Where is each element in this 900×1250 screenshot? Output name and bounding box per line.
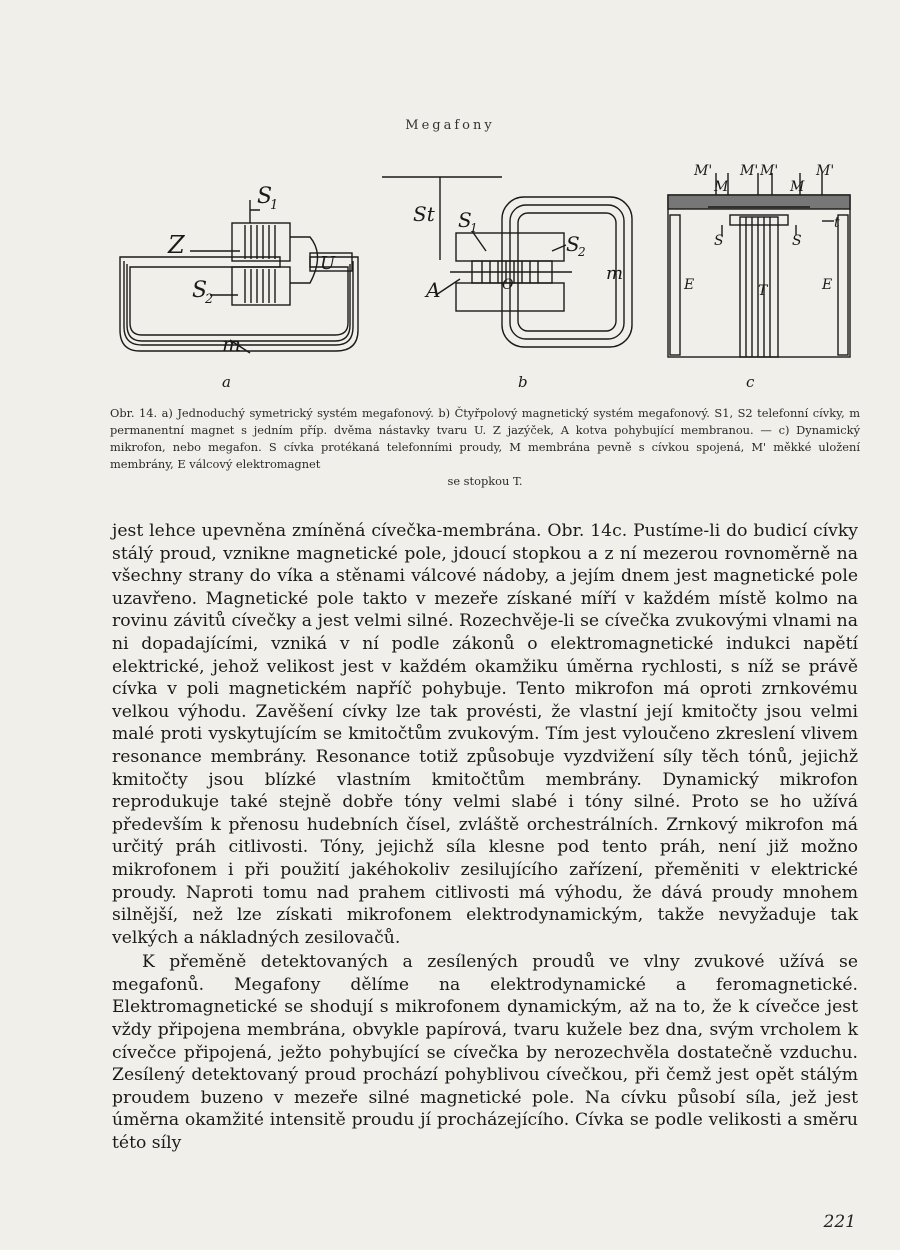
caption-line-5: se stopkou T. [447,474,523,488]
svg-text:St: St [413,202,435,226]
running-head: Megafony [405,118,495,133]
svg-text:S: S [792,233,802,249]
svg-text:S: S [458,208,472,232]
svg-text:M': M' [740,163,759,179]
svg-text:2: 2 [578,245,586,259]
svg-text:1: 1 [470,221,478,235]
svg-text:M': M' [816,163,835,179]
svg-text:A: A [426,278,441,302]
svg-text:T: T [758,283,768,299]
svg-text:1: 1 [270,198,279,213]
svg-text:M': M' [760,163,779,179]
svg-text:U: U [320,253,336,274]
caption-line-2: S1, S2 telefonní cívky, m permanentní magnet s jedním příp. dvěma nástavky tvaru U. Z jazýček, [110,406,861,437]
panel-a-diagram [120,200,358,353]
figure-caption [110,405,860,490]
paragraph-2: K přeměně detektovaných a zesílených proudů ve vlny zvukové užívá se megafonů. Megafony dělíme na elektrodynamické a feromagnetické. Elektromagnetické se shodují s mikrofonem dynamickým, až na to, že k cívečce jest vždy připojena membrána, obvykle papírová, tvaru kužele bez dna, svým vrcholem k cívečce připojená, ježto pohybující se cívečka by nerozechvěla dostatečně vzduchu. Zesílený detektovaný proud prochází pohyblivou cívečkou, při čemž jest opět stálým proudem buzeno v mezeře silné magnetické pole. Na cívku působí síla, jež jest úměrna okamžité intensitě proudu jí procházejícího. Cívka se podle velikosti a směru této síly [112,952,858,1154]
svg-text:S: S [714,233,724,249]
caption-line-3: A kotva pohybující membranou. — c) Dynamický mikrofon, nebo megafon. S cívka protékaná telefonními [110,423,861,454]
svg-text:E: E [684,277,695,293]
svg-text:c: c [746,373,755,391]
svg-text:m: m [606,263,624,284]
svg-text:O: O [502,277,514,293]
svg-text:M: M [790,179,805,195]
svg-text:S: S [192,278,208,303]
panel-c-diagram [668,173,850,357]
body-text [112,520,858,1155]
svg-text:E: E [822,277,833,293]
figure-14 [110,155,860,395]
svg-text:S: S [257,184,273,209]
svg-text:b: b [518,373,528,391]
svg-text:a: a [222,373,231,391]
svg-text:Z: Z [168,231,185,259]
svg-text:2: 2 [205,292,214,307]
svg-text:M': M' [694,163,713,179]
paragraph-1: jest lehce upevněna zmíněná cívečka-membrána. Obr. 14c. Pustíme-li do budicí cívky stálý proud, vznikne magnetické pole, jdoucí stopkou a z ní mezerou rovnoměrně na všechny strany do víka a stěnami válcové nádoby, a jejím dnem jest magnetické pole uzavřeno. Magnetické pole takto v mezeře získané míří v každém místě kolmo na rovinu závitů cívečky a jest velmi silné. Rozechvěje-li se cívečka zvukovými vlnami na ni dopadajícími, vzniká v ní podle zákonů o elektromagnetické indukci napětí elektrické, jehož velikost jest v každém okamžiku úměrna rychlosti, s níž se právě cívka v poli magnetickém napříč pohybuje. Tento mikrofon má oproti zrnkovému velkou výhodu. Zavěšení cívky lze tak provésti, že vlastní její kmitočty jsou velmi malé proti vyskytujícím se kmitočtům zvukovým. Tím jest vyloučeno zkreslení vlivem resonance membrány. Resonance totiž způsobuje vyzdvižení síly těch tónů, jejichž kmitočty jsou blízké vlastním kmitočtům membrány. Dynamický mikrofon reprodukuje také stejně dobře tóny velmi slabé i tóny silné. Proto se ho užívá především k přenosu hudebních čísel, zvláště orchestrálních. Zrnkový mikrofon má určitý práh citlivosti. Tóny, jejichž síla klesne pod tento práh, není již možno mikrofonem i při použití jakéhokoliv zesilujícího zařízení, přeměniti v elektrické proudy. Naproti tomu nad prahem citlivosti má výhodu, že dává proudy mnohem silnější, než lze získati mikrofonem elektrodynamickým, takže nevyžaduje tak velkých a nákladných zesilovačů. [112,521,858,948]
caption-line-1: Obr. 14. a) Jednoduchý symetrický systém megafonový. b) Čtyřpolový magnetický systém megafonový. [110,406,710,420]
svg-text:t: t [834,215,840,231]
svg-text:M: M [714,179,729,195]
svg-text:m: m [222,332,241,356]
page-number: 221 [823,1212,856,1232]
svg-text:S: S [566,232,580,256]
caption-line-4: proudy, M membrána pevně s cívkou spojená, M' měkké uložení membrány, E válcový elektromagnet [110,440,860,471]
